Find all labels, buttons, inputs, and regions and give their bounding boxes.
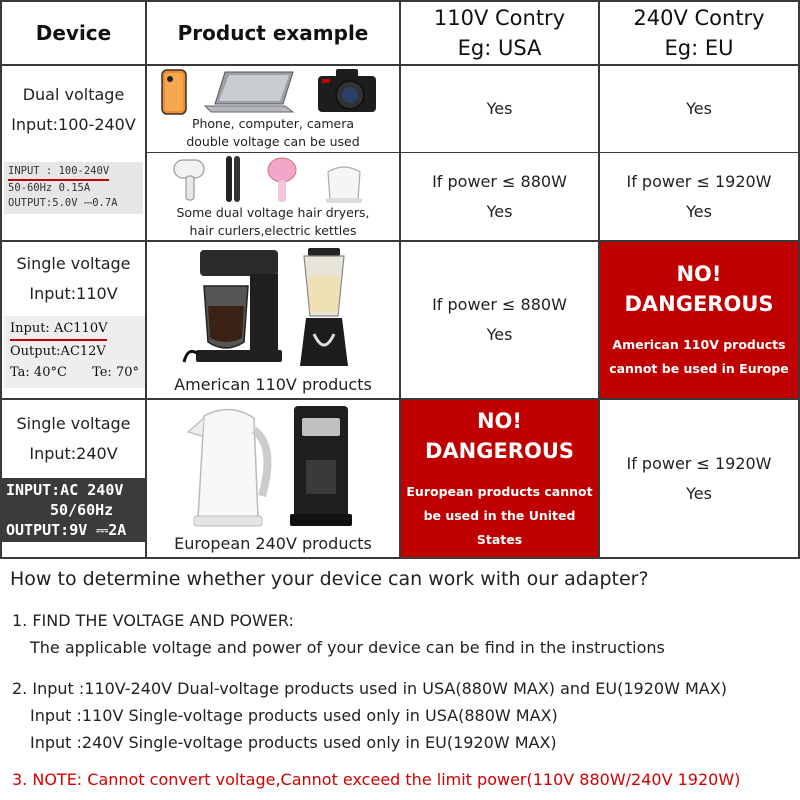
- camera-icon: [316, 66, 378, 114]
- caption-line: double voltage can be used: [186, 134, 360, 149]
- power-condition: If power ≤ 1920W: [626, 171, 772, 191]
- blender-icon: [294, 246, 354, 370]
- dual-b-eu: [600, 153, 798, 240]
- rating-line: 50/60Hz: [50, 501, 114, 519]
- rating-line: OUTPUT:9V ⎓2A: [6, 521, 127, 539]
- dual-voltage-device: [2, 80, 145, 140]
- single-110v-caption: [147, 372, 399, 396]
- laptop-icon: [205, 70, 295, 116]
- rating-line: 50-60Hz 0.15A: [8, 182, 91, 194]
- power-condition: If power ≤ 880W: [432, 171, 567, 191]
- caption-line: hair curlers,electric kettles: [189, 223, 357, 238]
- single-110v-input: Input:110V: [29, 284, 118, 303]
- rating-line: Ta: 40°C: [10, 365, 67, 380]
- dual-b-usa: [401, 153, 598, 240]
- danger-no: NO!: [476, 408, 522, 433]
- danger-note: European products cannot: [406, 483, 593, 499]
- answer-yes: Yes: [486, 325, 513, 344]
- header-240v-line2: Eg: EU: [664, 36, 734, 60]
- danger-note: be used in the United States: [423, 507, 576, 547]
- single-serve-coffee-maker-icon: [286, 404, 356, 530]
- danger-title: DANGEROUS: [424, 438, 575, 463]
- hair-dryer-icon: [172, 156, 212, 204]
- single-110v-usa: [401, 242, 598, 398]
- electric-kettle-icon: [184, 406, 276, 528]
- dual-voltage-rating-label: [4, 162, 143, 214]
- header-240v-line1: 240V Contry: [633, 6, 765, 30]
- step3-note: 3. NOTE: Cannot convert voltage,Cannot exceed the limit power(110V 880W/240V 1920W): [12, 770, 741, 789]
- dual-a-caption: [147, 114, 399, 152]
- dual-voltage-input: Input:100-240V: [11, 115, 136, 134]
- header-device-text: Device: [35, 21, 112, 45]
- danger-note: American 110V products: [612, 337, 786, 352]
- power-condition: If power ≤ 1920W: [626, 453, 772, 473]
- caption-line: Phone, computer, camera: [191, 116, 355, 131]
- caption-line: American 110V products: [174, 374, 372, 394]
- rating-line: OUTPUT:5.0V ⎓0.7A: [8, 197, 118, 209]
- single-240v-caption: [147, 530, 399, 556]
- grid-line: [145, 0, 147, 559]
- single-240v-input: Input:240V: [29, 444, 118, 463]
- answer-yes: Yes: [486, 99, 513, 118]
- rating-line: Output:AC12V: [10, 344, 106, 359]
- rating-line: INPUT : 100-240V: [8, 164, 109, 181]
- dual-b-caption: [147, 204, 399, 240]
- single-240v-rating-label: [2, 478, 145, 542]
- step2-line1: 2. Input :110V-240V Dual-voltage products used in USA(880W MAX) and EU(1920W MAX): [12, 679, 727, 698]
- danger-title: DANGEROUS: [624, 292, 774, 316]
- header-device: [2, 2, 145, 64]
- single-110v-title: Single voltage: [16, 254, 131, 273]
- single-110v-device: [2, 248, 145, 310]
- danger-note: cannot be used in Europe: [609, 361, 789, 376]
- caption-line: Some dual voltage hair dryers,: [176, 205, 370, 220]
- dual-a-eu: [600, 66, 798, 152]
- steamer-icon: [262, 156, 302, 206]
- header-product: [147, 2, 399, 64]
- single-240v-title: Single voltage: [16, 414, 131, 433]
- rating-line: Te: 70°: [92, 365, 139, 380]
- single-240v-eu: [600, 400, 798, 557]
- rating-line: Input: AC110V: [10, 318, 107, 341]
- step1-body: The applicable voltage and power of your device can be find in the instructions: [30, 638, 665, 657]
- danger-no: NO!: [676, 262, 722, 286]
- header-110v-line2: Eg: USA: [457, 36, 542, 60]
- step2-line3: Input :240V Single-voltage products used only in EU(1920W MAX): [30, 733, 557, 752]
- step2-line2: Input :110V Single-voltage products used only in USA(880W MAX): [30, 706, 558, 725]
- single-240v-usa-danger: [401, 400, 598, 557]
- single-240v-device: [2, 408, 145, 470]
- power-condition: If power ≤ 880W: [432, 295, 567, 314]
- header-110v-country: [401, 2, 598, 64]
- caption-line: European 240V products: [174, 533, 372, 553]
- header-240v-country: [600, 2, 798, 64]
- single-110v-rating-label: [4, 316, 145, 388]
- header-product-text: Product example: [177, 21, 369, 45]
- answer-yes: Yes: [686, 483, 712, 503]
- single-110v-eu-danger: [600, 242, 798, 398]
- step1-title: 1. FIND THE VOLTAGE AND POWER:: [12, 611, 294, 630]
- hair-straightener-icon: [222, 154, 246, 206]
- guide-question: How to determine whether your device can work with our adapter?: [10, 568, 649, 590]
- answer-yes: Yes: [686, 99, 712, 118]
- dual-voltage-title: Dual voltage: [22, 85, 125, 104]
- kettle-icon: [320, 160, 368, 204]
- answer-yes: Yes: [686, 201, 712, 221]
- coffee-maker-icon: [190, 246, 290, 366]
- dual-a-usa: [401, 66, 598, 152]
- header-110v-line1: 110V Contry: [433, 6, 566, 30]
- phone-icon: [160, 70, 200, 116]
- rating-line: INPUT:AC 240V: [6, 481, 124, 499]
- answer-yes: Yes: [486, 201, 513, 221]
